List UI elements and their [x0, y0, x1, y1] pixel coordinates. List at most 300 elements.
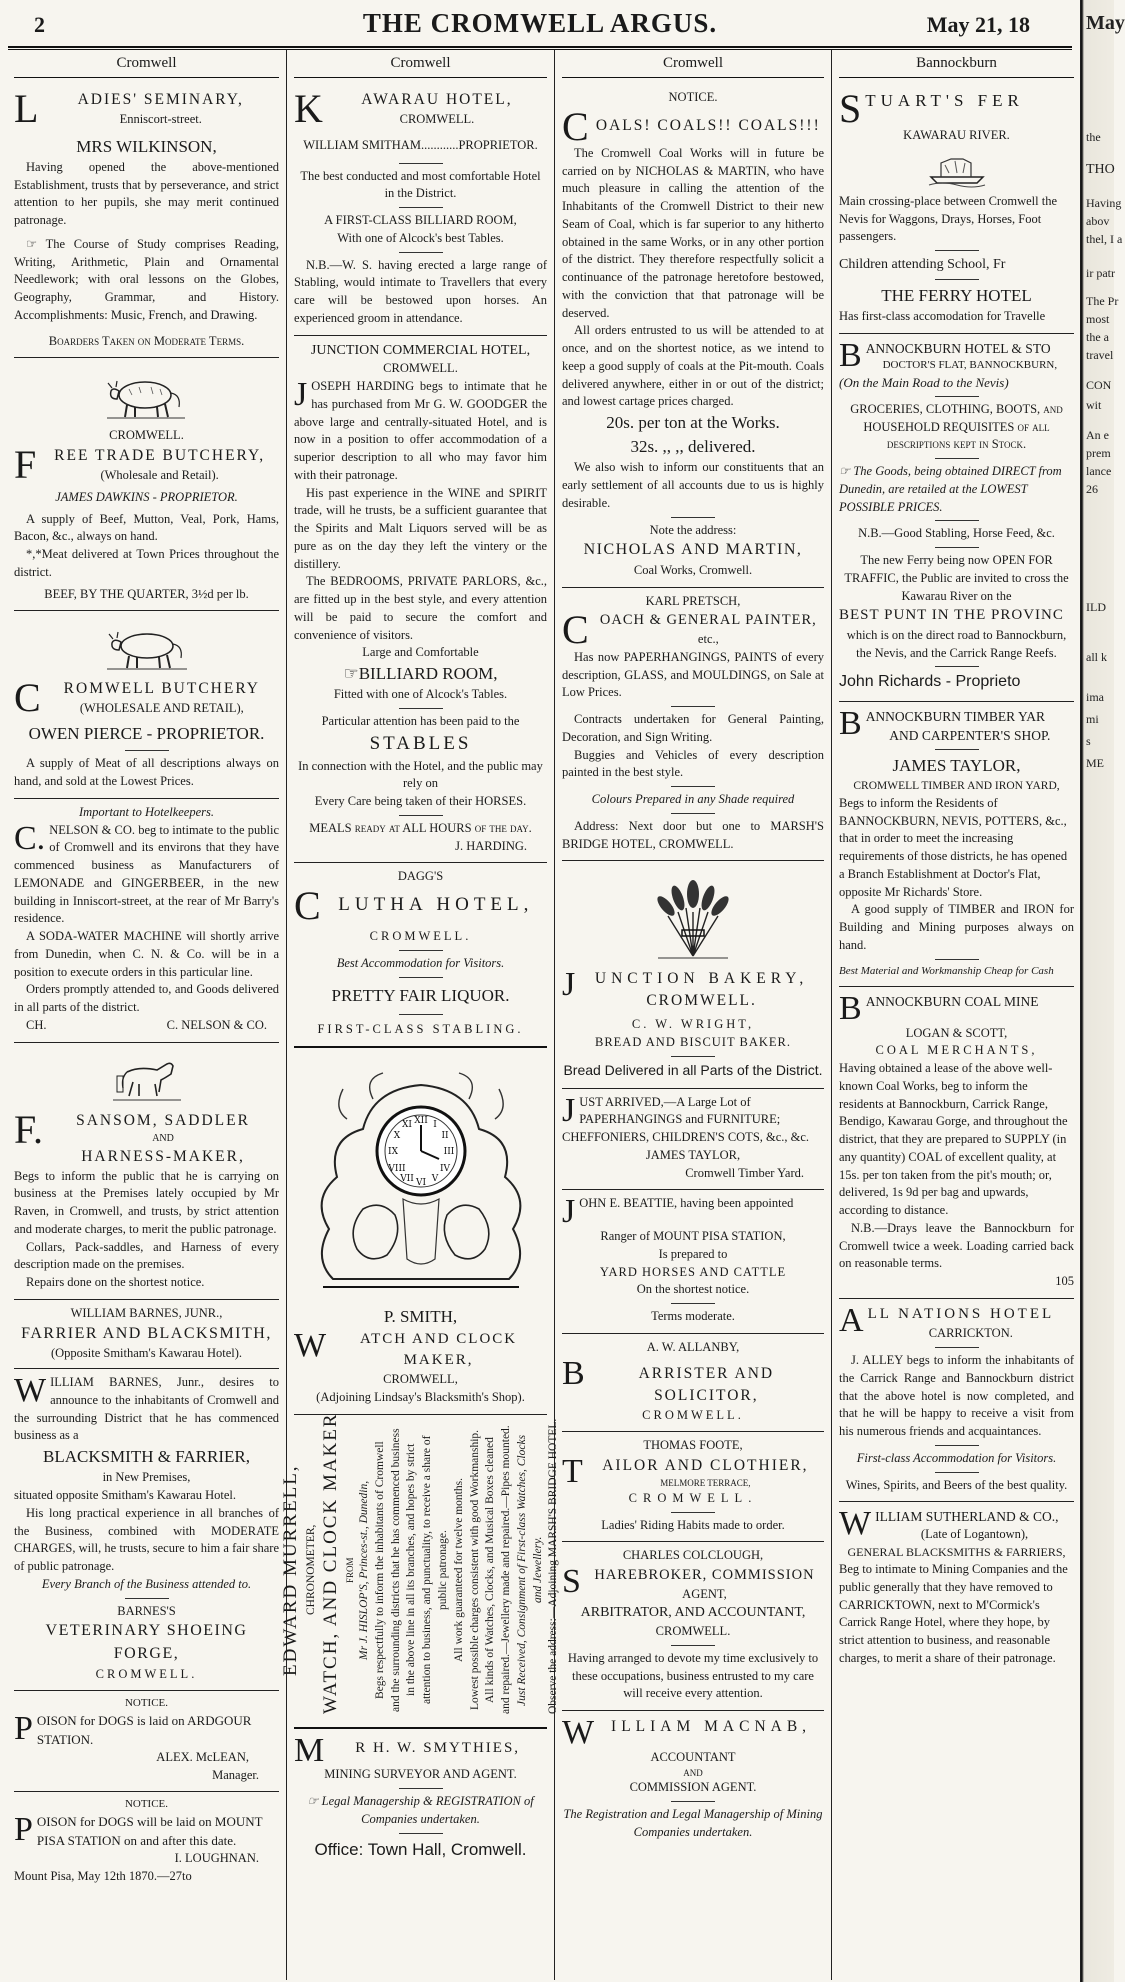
ad-line: PRETTY FAIR LIQUOR.	[331, 985, 510, 1005]
ad-line: Just Received, Consignment of First-class Watches, Clocks	[515, 1434, 528, 1706]
drop-cap: J	[562, 966, 576, 1004]
wheat-sheaf-engraving-icon	[648, 872, 738, 962]
ad-line: A. W. ALLANBY,	[646, 1339, 740, 1354]
ad-line: In connection with the Hotel, and the public may rely on	[298, 758, 543, 791]
issue-date: May 21, 18	[926, 12, 1030, 37]
column-heading: Cromwell	[294, 52, 547, 78]
ad-body: Address: Next door but one to MARSH'S BRIDGE HOTEL, CROMWELL.	[562, 818, 824, 851]
svg-text:V: V	[431, 1173, 438, 1184]
drop-cap: S	[839, 86, 862, 131]
ad-body: OHN E. BEATTIE, having been appointed	[579, 1196, 794, 1211]
ad-body: which is on the direct road to Bannockburn, the Nevis, and the Carrick Range Reefs.	[846, 627, 1067, 660]
ad-line: in New Premises,	[102, 1470, 191, 1485]
ad-line: A FIRST-CLASS BILLIARD ROOM,	[324, 213, 517, 227]
coals-notice-ad	[562, 84, 824, 588]
ad-line: Coal Works, Cromwell.	[633, 562, 753, 577]
ad-code: CH.	[26, 1017, 47, 1032]
svg-text:X: X	[393, 1130, 400, 1141]
drop-cap: P	[14, 1710, 33, 1748]
ad-body: J. ALLEY begs to inform the inhabitants of the Carrick Range and Bannockburn district that the above hotel is now completed, and that he will be happy to receive a visit from his numerous friends and acquaintances.	[839, 1353, 1074, 1438]
fold-fragment: s	[1086, 734, 1091, 748]
ad-line: FIRST-CLASS STABLING.	[317, 1021, 524, 1036]
ad-line: Observe the address:—Adjoining MARSH'S BRIDGE HOTEL.	[547, 1418, 560, 1714]
ad-body: The BEDROOMS, PRIVATE PARLORS, &c., are fitted up in the best style, and every attention will be paid to secure the comfort and convenience of visitors.	[294, 574, 547, 642]
drop-cap: C.	[14, 819, 46, 857]
ad-line: BREAD AND BISCUIT BAKER.	[594, 1035, 791, 1050]
ad-body: GROCERIES, CLOTHING, BOOTS, and HOUSEHOLD REQUISITES of all descriptions kept in Stock.	[850, 401, 1063, 452]
ad-line: Lowest possible charges consistent with good Workmanship.	[468, 1429, 481, 1710]
drop-cap: C	[294, 883, 321, 929]
ladies-seminary-ad	[14, 84, 279, 358]
ad-title: AND CARPENTER'S SHOP.	[889, 728, 1051, 744]
ad-line: attention to business, and punctuality, to receive a share of	[421, 1435, 434, 1705]
ad-body: ☞ The Course of Study comprises Reading, Writing, Arithmetic, Plain and Ornamental Needlework; with oral lessons on the Globes, Geography, Grammar, and History. Accomplishments: Music, French, and Drawing.	[14, 236, 279, 322]
sutherland-blacksmiths-ad	[839, 1502, 1074, 1674]
ad-body: UST ARRIVED,—A Large Lot of PAPERHANGINGS and FURNITURE; CHEFFONIERS, CHILDREN'S COTS, &c., &c.	[562, 1094, 810, 1145]
signature: JAMES TAYLOR,	[645, 1147, 741, 1162]
column-1	[8, 52, 285, 1980]
ad-title: SANSOM, SADDLER	[76, 1111, 250, 1129]
drop-cap: B	[562, 1354, 585, 1392]
ad-line: situated opposite Smitham's Kawarau Hotel.	[14, 1488, 237, 1503]
fold-fragment: the	[1086, 130, 1101, 144]
ad-line: Large and Comfortable	[362, 645, 479, 660]
ad-line: (On the Main Road to the Nevis)	[839, 374, 1009, 390]
cromwell-butchery-ad	[14, 611, 279, 798]
fold-fragment: CON	[1086, 378, 1112, 392]
ad-body: Begs to inform the Residents of BANNOCKBURN, NEVIS, POTTERS, &c., that in order to meet the increasing requirements of those districts, he has opened a Branch Establishment at Doctor's Flat, opposite Mr Richards' Store.	[839, 795, 1068, 899]
smythies-surveyor-ad	[294, 1729, 547, 1869]
signature-role: Manager.	[212, 1767, 259, 1782]
ad-body: Main crossing-place between Cromwell the Nevis for Waggons, Drays, Horses, Foot passengers.	[839, 193, 1057, 244]
ad-line: BARNES'S	[117, 1603, 176, 1618]
fold-fragment: ima	[1086, 690, 1104, 704]
column-heading: Cromwell	[562, 52, 824, 78]
ad-date: Mount Pisa, May 12th 1870.—27to	[14, 1868, 192, 1883]
ad-heading: Important to Hotelkeepers.	[78, 804, 215, 819]
town-label: CROMWELL.	[399, 112, 475, 126]
ad-body: ☞ The Goods, being obtained DIRECT from Dunedin, are retailed at the LOWEST POSSIBLE PRICES.	[839, 464, 1062, 514]
ferry-punt-engraving-icon	[927, 151, 987, 187]
kawarau-hotel-ad	[294, 84, 547, 336]
svg-text:XII: XII	[413, 1115, 428, 1126]
ad-line: Terms moderate.	[651, 1309, 735, 1324]
ad-line: (Late of Logantown),	[920, 1527, 1029, 1542]
ad-body: His long practical experience in all branches of the Business, combined with MODERATE CHARGES, will, he trusts, secure to him a fair share of public patronage.	[14, 1505, 279, 1574]
ad-line: DOCTOR'S FLAT, BANNOCKBURN,	[882, 358, 1058, 371]
ad-line: COAL MERCHANTS,	[875, 1043, 1038, 1058]
ad-title: EDWARD MURRELL,	[279, 1464, 301, 1676]
ad-title: AILOR AND CLOTHIER,	[602, 1457, 809, 1475]
ornate-clock-engraving-icon	[303, 1059, 539, 1299]
ad-line: Ladies' Riding Habits made to order.	[601, 1517, 785, 1532]
ad-title: TUART'S FER	[865, 91, 1024, 110]
ad-subtitle: (Wholesale and Retail).	[100, 468, 219, 483]
fold-fragment: lance	[1086, 464, 1112, 478]
town-label: CROMWELL.	[628, 1490, 758, 1505]
ad-line: etc.,	[697, 632, 719, 647]
barnes-blacksmith-ad	[14, 1300, 279, 1692]
ad-line: STABLES	[369, 732, 472, 754]
ad-body: Begs to inform the public that he is carrying on business at the Premises lately occupied by Mr Raven, in Cromwell, and trusts, by strict attention and moderate charges, to merit the public patronage.	[14, 1168, 279, 1236]
ad-body: *,*Meat delivered at Town Prices throughout the district.	[14, 547, 279, 579]
ad-line: GENERAL BLACKSMITHS & FARRIERS,	[847, 1545, 1066, 1560]
ad-body: Having opened the above-mentioned Establishment, trusts that by perseverance, and strict attention to her pupils, she may merit continued patronage.	[14, 159, 279, 228]
column-divider	[831, 50, 832, 1980]
ad-body: Buggies and Vehicles of every description painted in the best style.	[562, 747, 824, 780]
ad-code: 105	[1055, 1274, 1074, 1289]
ad-title: ILLIAM MACNAB,	[611, 1718, 812, 1736]
ad-line: On the shortest notice.	[636, 1282, 750, 1297]
ad-body: N.B.—W. S. having erected a large range of Stabling, would intimate to Travellers that every care will be bestowed upon horses. An experienced groom in attendance.	[294, 257, 547, 325]
ad-line: Office: Town Hall, Cromwell.	[314, 1839, 527, 1859]
ad-line: All work guaranteed for twelve months.	[452, 1477, 465, 1662]
ad-body: The new Ferry being now OPEN FOR TRAFFIC, the Public are invited to cross the Kawarau River on the	[844, 553, 1069, 603]
ad-body: The Cromwell Coal Works will in future be carried on by NICHOLAS & MARTIN, who have much pleasure in calling the attention of the Inhabitants of the Cromwell District to their new Seam of Coal, which is far superior to any hitherto obtained in the same Works, or in any other portion of the district. They therefore respectfully solicit a continuance of the patronage heretofore bestowed, with the conviction that that patronage will be deserved.	[562, 145, 824, 320]
bannockburn-hotel-ad	[839, 334, 1074, 702]
column-heading: Cromwell	[14, 52, 279, 78]
horse-engraving-icon	[109, 1054, 185, 1104]
svg-text:II: II	[440, 1130, 449, 1141]
price-line: 32s. ,, ,, delivered.	[630, 437, 756, 457]
ad-line: Fitted with one of Alcock's Tables.	[333, 687, 508, 702]
ad-line: and Jewellery.	[531, 1536, 544, 1604]
svg-text:IV: IV	[439, 1163, 450, 1174]
ad-title: HAREBROKER, COMMISSION	[594, 1567, 815, 1584]
ad-line: BEST PUNT IN THE PROVINC	[839, 607, 1064, 624]
ad-body: A supply of Meat of all descriptions always on hand, and sold at the Lowest Prices.	[14, 756, 279, 788]
allanby-solicitor-ad	[562, 1334, 824, 1433]
ad-title: JUNCTION COMMERCIAL HOTEL,	[310, 342, 531, 358]
smith-watchmaker-ad	[294, 1048, 547, 1415]
price-line: BEEF, BY THE QUARTER, 3½d per lb.	[44, 586, 249, 601]
ad-and: AND	[152, 1132, 174, 1144]
ad-title: ANNOCKBURN COAL MINE	[865, 994, 1039, 1010]
ad-line: ☞BILLIARD ROOM,	[343, 664, 498, 684]
ad-title: NICHOLAS AND MARTIN,	[583, 541, 803, 559]
ad-line: YARD HORSES AND CATTLE	[599, 1264, 787, 1279]
ad-line: C. W. WRIGHT,	[631, 1017, 755, 1032]
junction-bakery-ad	[562, 861, 824, 1088]
fold-fragment: The Pr	[1086, 294, 1119, 308]
ad-title: ATCH AND CLOCK MAKER,	[359, 1330, 518, 1369]
drop-cap: J	[562, 1193, 576, 1231]
bull-engraving-icon	[105, 369, 189, 421]
signature: John Richards - Proprieto	[839, 673, 1021, 691]
fold-fragment: ME	[1086, 756, 1104, 770]
bannockburn-timber-ad	[839, 702, 1074, 987]
ad-line: First-class Accommodation for Visitors.	[856, 1450, 1057, 1465]
ad-line: LOGAN & SCOTT,	[905, 1025, 1008, 1040]
ad-line: THE FERRY HOTEL	[881, 285, 1032, 305]
fold-fragment: An e	[1086, 428, 1109, 442]
fold-fragment: May	[1086, 12, 1125, 34]
ad-title: REE TRADE BUTCHERY,	[54, 447, 266, 465]
ad-heading: NOTICE.	[124, 1798, 169, 1811]
fold-fragment: Having	[1086, 196, 1122, 210]
ad-body: All orders entrusted to us will be attended to at once, and on the shortest notice, as we intend to keep a good supply of coals at the Pit-mouth. Coals delivered anywhere, either in or out of the district; and lowest cartage prices charged.	[562, 323, 824, 409]
ad-line: P. SMITH,	[383, 1306, 458, 1326]
drop-cap: W	[294, 1326, 327, 1364]
drop-cap: L	[14, 86, 39, 131]
ad-title: WATCH, AND CLOCK MAKER	[320, 1412, 342, 1714]
ad-line: and repaired.—Jewellery made and repaired.—Pipes mounted.	[500, 1425, 513, 1714]
proprietor-line: OWEN PIERCE - PROPRIETOR.	[28, 724, 265, 744]
ad-title: ILLIAM SUTHERLAND & CO.,	[875, 1509, 1059, 1525]
ad-line: MELMORE TERRACE,	[660, 1478, 751, 1489]
ad-title: OACH & GENERAL PAINTER,	[599, 612, 817, 629]
svg-text:III: III	[443, 1146, 454, 1157]
drop-cap: C	[562, 607, 589, 653]
svg-text:VI: VI	[415, 1177, 426, 1188]
town-label: CROMWELL.	[646, 992, 757, 1010]
fold-fragment: travel	[1086, 348, 1114, 362]
drop-cap: S	[562, 1563, 581, 1601]
drop-cap: T	[562, 1453, 583, 1491]
town-label: CROMWELL.	[655, 1624, 731, 1639]
header-rule	[8, 46, 1072, 48]
ad-title: WILLIAM BARNES, JUNR.,	[70, 1305, 223, 1320]
ad-line: AGENT,	[682, 1586, 727, 1601]
drop-cap: M	[294, 1731, 325, 1769]
free-trade-butchery-ad	[14, 358, 279, 611]
bull-engraving-icon	[105, 622, 189, 672]
ad-title: AWARAU HOTEL,	[361, 91, 513, 108]
ad-line: Children attending School, Fr	[839, 257, 1006, 272]
svg-text:XI: XI	[401, 1119, 412, 1130]
ad-line: Has first-class accomodation for Travelle	[839, 309, 1046, 323]
rotated-ad-text	[279, 1412, 560, 1720]
ad-body: Repairs done on the shortest notice.	[26, 1275, 205, 1290]
ad-line: Ranger of MOUNT PISA STATION,	[600, 1229, 786, 1244]
fold-fragment: mi	[1086, 712, 1099, 726]
ad-line: (Adjoining Lindsay's Blacksmith's Shop).	[316, 1390, 525, 1405]
fold-fragment: all k	[1086, 650, 1107, 664]
foote-tailor-ad	[562, 1432, 824, 1542]
fold-fragment: ir patr	[1086, 266, 1115, 280]
svg-text:VIII: VIII	[387, 1163, 406, 1174]
ad-line: Begs respectfully to inform the inhabitants of Cromwell	[373, 1440, 386, 1699]
drop-cap: W	[14, 1372, 47, 1410]
ad-title: HARNESS-MAKER,	[81, 1147, 245, 1165]
town-label: CROMWELL,	[383, 1372, 458, 1387]
svg-text:VII: VII	[399, 1173, 414, 1184]
drop-cap: K	[294, 86, 323, 131]
drop-cap: F.	[14, 1106, 44, 1152]
town-label: CARRICKTON.	[928, 1326, 1013, 1341]
ad-heading: NOTICE.	[124, 1697, 169, 1710]
column-3	[556, 52, 830, 1980]
drop-cap: B	[839, 704, 862, 742]
ad-line: KAWARAU RIVER.	[903, 128, 1010, 142]
signature: C. NELSON & CO.	[166, 1017, 267, 1032]
ad-body: A SODA-WATER MACHINE will shortly arrive from Dunedin, when C. N. & Co. will be in a position to execute orders in this particular line.	[14, 929, 279, 979]
ad-title: OALS! COALS!! COALS!!!	[595, 116, 821, 134]
proprietor-name: MRS WILKINSON,	[76, 136, 217, 156]
drop-cap: B	[839, 336, 862, 374]
drop-cap: A	[839, 1301, 864, 1339]
proprietor-line: WILLIAM SMITHAM............PROPRIETOR.	[303, 137, 538, 152]
ad-line: FROM	[345, 1557, 356, 1583]
ad-subtitle: (Opposite Smitham's Kawarau Hotel).	[50, 1346, 243, 1361]
ad-line: ACCOUNTANT	[650, 1749, 736, 1764]
ad-title: UNCTION BAKERY,	[594, 970, 809, 988]
pretsch-painter-ad	[562, 588, 824, 862]
ad-line: Every Care being taken of their HORSES.	[314, 794, 527, 809]
poison-mount-pisa-ad	[14, 1792, 279, 1892]
ad-line: DAGG'S	[397, 869, 444, 884]
ad-subtitle: Enniscort-street.	[119, 112, 202, 126]
signature: J. HARDING.	[455, 838, 527, 853]
drop-cap: C	[14, 675, 41, 721]
ad-title: VETERINARY SHOEING FORGE,	[45, 1622, 248, 1662]
taylor-furniture-ad	[562, 1089, 824, 1191]
drop-cap: C	[562, 103, 589, 149]
ad-line: CHRONOMETER,	[304, 1524, 317, 1616]
ad-body: OISON for DOGS will be laid on MOUNT PISA STATION on and after this date.	[36, 1814, 263, 1848]
ad-line: ☞ Legal Managership & REGISTRATION of Companies undertaken.	[307, 1794, 534, 1826]
ad-title: R H. W. SMYTHIES,	[355, 1739, 521, 1756]
town-label: CROMWELL.	[109, 428, 184, 443]
fold-fragment: ILD	[1086, 600, 1106, 614]
ad-title: FARRIER AND BLACKSMITH,	[21, 1324, 272, 1342]
ad-title: ANNOCKBURN HOTEL & STO	[865, 340, 1051, 356]
ad-body: Contracts undertaken for General Painting, Decoration, and Sign Writing.	[562, 712, 824, 744]
ad-title: ADIES' SEMINARY,	[77, 91, 244, 108]
drop-cap: B	[839, 990, 862, 1028]
ad-line: in the above line in all its branches, and hopes by strict	[405, 1443, 418, 1696]
macnab-accountant-ad	[562, 1711, 824, 1848]
poison-ardgour-ad	[14, 1691, 279, 1792]
ad-body: N.B.—Drays leave the Bannockburn for Cromwell twice a week. Loading carried back on reasonable terms.	[839, 1220, 1074, 1271]
nelson-ad	[14, 799, 279, 1043]
signature: I. LOUGHNAN.	[174, 1851, 259, 1865]
svg-text:IX: IX	[387, 1146, 398, 1157]
ad-line: CROMWELL TIMBER AND IRON YARD,	[853, 780, 1060, 793]
drop-cap: W	[839, 1505, 872, 1543]
masthead-title: THE CROMWELL ARGUS.	[362, 8, 718, 38]
ad-line: Wines, Spirits, and Beers of the best quality.	[845, 1477, 1068, 1492]
price-line: 20s. per ton at the Works.	[606, 413, 780, 432]
folded-page-edge	[1080, 0, 1125, 1982]
ad-line: CHARLES COLCLOUGH,	[622, 1548, 764, 1563]
fold-fragment: abov	[1086, 214, 1110, 228]
trade-line: BLACKSMITH & FARRIER,	[42, 1447, 250, 1467]
header-rule-thin	[8, 49, 1072, 50]
ad-line: The Registration and Legal Managership of Mining Companies undertaken.	[563, 1807, 823, 1839]
ad-body: NELSON & CO. beg to intimate to the public of Cromwell and its environs that they have commenced business as Manufacturers of LEMONADE and GINGERBEER, in the new building in Inniscort-street, at the rear of Mr Barry's residence.	[14, 822, 279, 926]
ad-body: We also wish to inform our constituents that an early settlement of all accounts due to us is highly desirable.	[562, 460, 824, 510]
ad-heading: NOTICE.	[668, 90, 718, 104]
ad-line: All kinds of Watches, Clocks, and Musical Boxes cleaned	[484, 1436, 497, 1703]
ad-line: THOMAS FOOTE,	[643, 1438, 743, 1453]
ad-line: JAMES TAYLOR,	[892, 756, 1021, 776]
town-label: CROMWELL.	[369, 929, 472, 944]
fold-fragment: 26	[1086, 482, 1098, 496]
ad-title: ROMWELL BUTCHERY	[63, 680, 260, 698]
ad-body: Having arranged to devote my time exclusively to these occupations, business entrusted to my care will receive every attention.	[567, 1650, 819, 1701]
town-label: CROMWELL.	[642, 1407, 744, 1422]
colclough-sharebroker-ad	[562, 1542, 824, 1711]
fold-fragment: prem	[1086, 446, 1111, 460]
ad-body: His past experience in the WINE and SPIRIT trade, will he trusts, be a sufficient guarantee that the Spirits and Malt Liquors served will be as pure as on the day they left the vintery or the distillery.	[294, 485, 547, 571]
ad-body: OISON for DOGS is laid on ARDGOUR STATION.	[36, 1713, 252, 1747]
fold-fragment: thel, I a	[1086, 232, 1123, 246]
ad-subtitle: (WHOLESALE AND RETAIL),	[79, 701, 244, 716]
ad-title: LL NATIONS HOTEL	[867, 1305, 1055, 1322]
drop-cap: P	[14, 1811, 33, 1849]
signature: ALEX. McLEAN,	[156, 1749, 249, 1764]
town-label: CROMWELL.	[383, 361, 458, 376]
ad-body: Collars, Pack-saddles, and Harness of every description made on the premises.	[14, 1239, 279, 1272]
ad-body: Has now PAPERHANGINGS, PAINTS of every description, GLASS, and MOULDINGS, on Sale at Low Prices.	[562, 649, 824, 700]
ad-line: Every Branch of the Business attended to.	[41, 1576, 252, 1591]
ad-body: The best conducted and most comfortable Hotel in the District.	[300, 168, 541, 201]
ad-line: Colours Prepared in any Shade required	[591, 792, 795, 807]
column-2	[279, 52, 560, 1980]
ad-subtitle: MINING SURVEYOR AND AGENT.	[324, 1767, 517, 1782]
ad-line: ARBITRATOR, AND ACCOUNTANT,	[580, 1605, 806, 1621]
column-heading: Bannockburn	[839, 52, 1074, 78]
ad-line: public patronage.	[436, 1529, 449, 1610]
ad-line: KARL PRETSCH,	[645, 593, 741, 608]
ad-body: A supply of Beef, Mutton, Veal, Pork, Hams, Bacon, &c., always on hand.	[14, 511, 279, 544]
junction-hotel-ad	[294, 336, 547, 864]
proprietor-line: JAMES DAWKINS - PROPRIETOR.	[55, 489, 238, 504]
fold-fragment: THO	[1086, 162, 1115, 177]
clutha-hotel-ad	[294, 863, 547, 1047]
ad-body: OSEPH HARDING begs to intimate that he has purchased from Mr G. W. GOODGER the above large and centrally-situated Hotel, and is now in a position to offer accommodation of a superior description to all who may favor him with their patronage.	[294, 379, 547, 482]
ad-line: Bread Delivered in all Parts of the District.	[563, 1061, 823, 1078]
drop-cap: J	[562, 1091, 576, 1129]
bannockburn-coal-mine-ad	[839, 987, 1074, 1299]
ad-line: and the surrounding districts that he has commenced business	[389, 1428, 402, 1712]
ad-line: Particular attention has been paid to the	[321, 714, 520, 728]
murrell-watchmaker-ad	[279, 1412, 560, 1729]
svg-text:I: I	[432, 1119, 437, 1130]
sansom-saddler-ad	[14, 1043, 279, 1300]
ad-line: Mr J. HISLOP'S, Princes-st., Dunedin,	[357, 1480, 370, 1660]
ad-body: Having obtained a lease of the above well-known Coal Works, beg to inform the residents at Bannockburn, Carrick Range, Bendigo, Kawarau Gorge, and throughout the district, that they are prepared to SUPPLY (in any quantity) COAL of excellent quality, at 15s. per ton taken from the pit's mouth; or, delivered, 1s 9d per bag and upwards, according to distance.	[839, 1061, 1068, 1218]
all-nations-hotel-ad	[839, 1299, 1074, 1502]
ad-body: A good supply of TIMBER and IRON for Building and Mining purposes always on hand.	[839, 902, 1074, 952]
ad-line: AND	[683, 1767, 703, 1778]
ad-body: ILLIAM BARNES, Junr., desires to announce to the inhabitants of Cromwell and the surrounding District that he has commenced business as a	[14, 1375, 279, 1443]
ad-line: Best Accommodation for Visitors.	[336, 955, 505, 970]
stuarts-ferry-ad	[839, 84, 1074, 334]
ad-line: MEALS ready at ALL HOURS of the day.	[309, 820, 532, 835]
ad-line: Is prepared to	[658, 1246, 728, 1261]
drop-cap: F	[14, 442, 37, 488]
ad-line: Cromwell Timber Yard.	[685, 1165, 804, 1180]
ad-body: Orders promptly attended to, and Goods delivered in all parts of the district.	[14, 982, 279, 1014]
ad-line: COMMISSION AGENT.	[629, 1780, 757, 1795]
ad-line: N.B.—Good Stabling, Horse Feed, &c.	[858, 526, 1055, 541]
drop-cap: J	[294, 376, 308, 414]
ad-title: ANNOCKBURN TIMBER YAR	[865, 708, 1045, 724]
ad-title: LUTHA HOTEL,	[338, 894, 534, 916]
ad-line: With one of Alcock's best Tables.	[337, 230, 504, 245]
fold-fragment: most	[1086, 312, 1110, 326]
fold-fragment: the a	[1086, 330, 1109, 344]
ad-line: Best Material and Workmanship Cheap for Cash	[839, 964, 1054, 977]
ad-title: ARRISTER AND SOLICITOR,	[638, 1364, 775, 1404]
ad-footer: Boarders Taken on Moderate Terms.	[48, 333, 245, 348]
ad-line: Note the address:	[649, 522, 737, 537]
fold-fragment: wit	[1086, 398, 1102, 412]
page-number: 2	[34, 12, 45, 37]
drop-cap: W	[562, 1714, 595, 1752]
